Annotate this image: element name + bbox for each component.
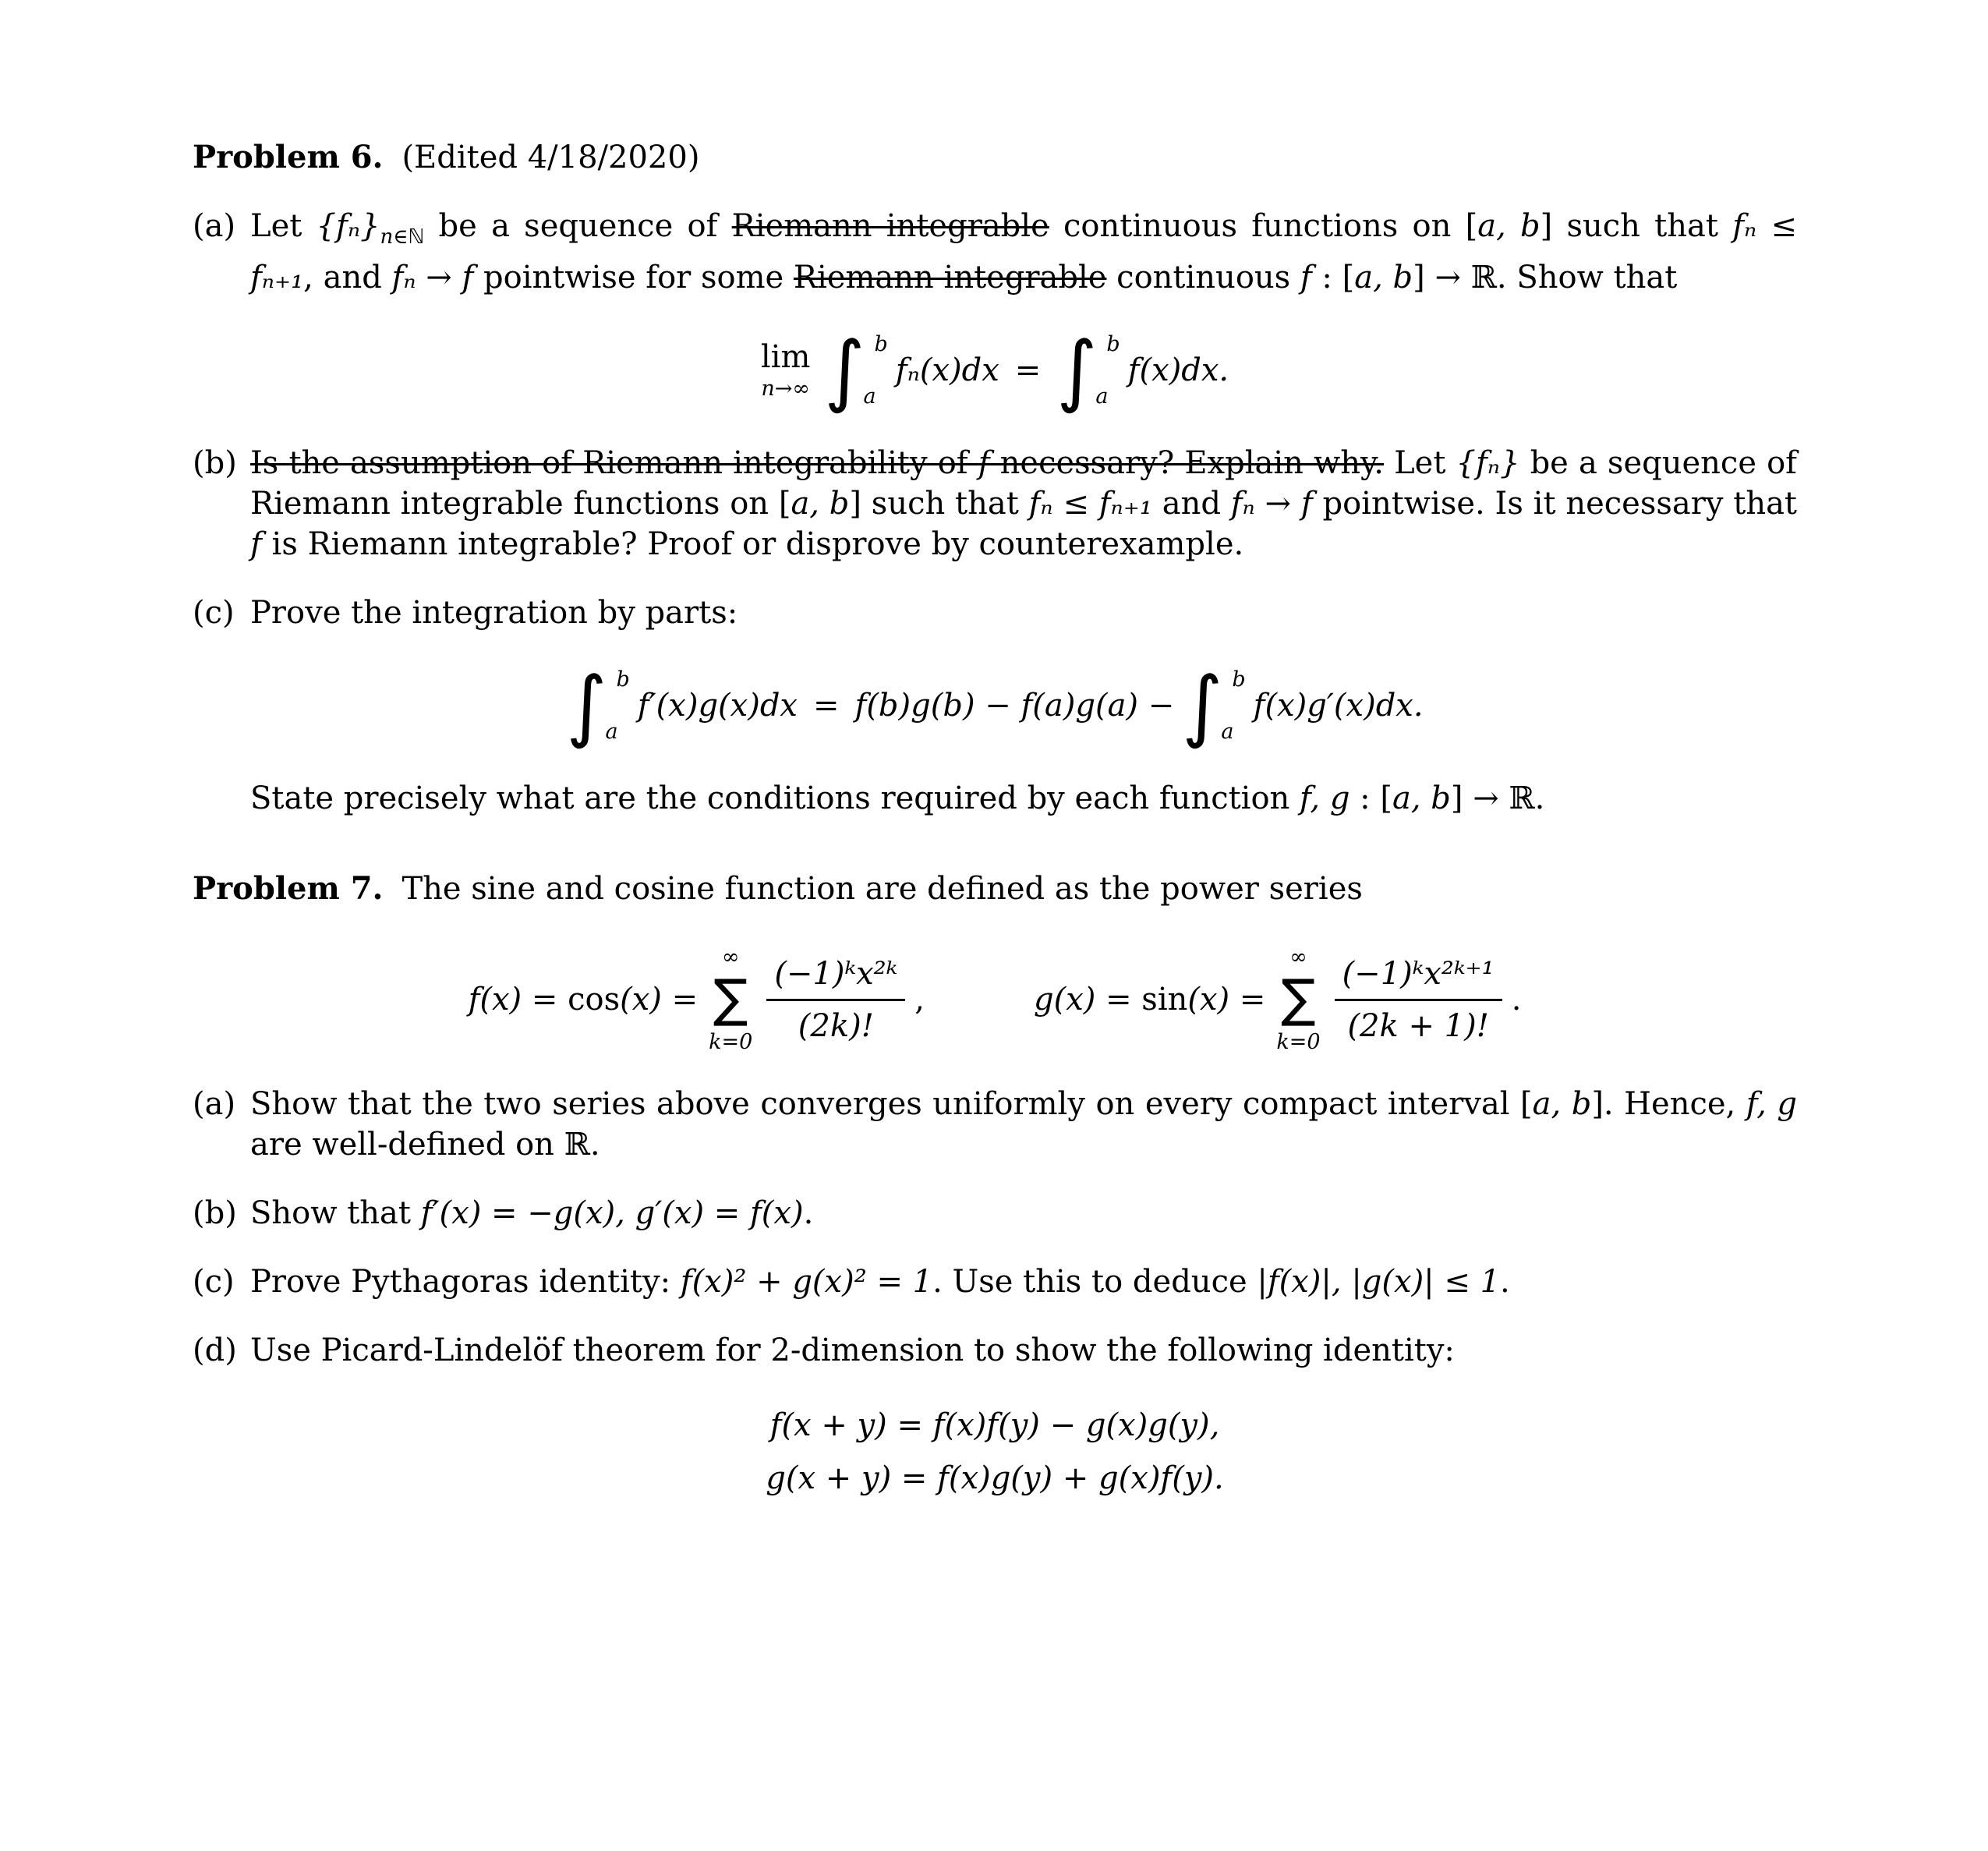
text-run: pointwise. Is it necessary that <box>1312 486 1798 522</box>
item-a-text <box>250 1084 1797 1165</box>
text-run: : [ <box>1350 780 1392 816</box>
cosine-series <box>469 947 925 1053</box>
integral <box>1182 660 1246 751</box>
item-c-label: (c) <box>193 1264 235 1300</box>
text-run: Prove Pythagoras identity: <box>250 1264 681 1300</box>
text-run: Prove the integration by parts: <box>250 595 738 631</box>
summation-upper-bound: ∞ <box>721 945 740 969</box>
text-run: ] such that <box>1540 208 1733 244</box>
document-page <box>193 0 1797 1499</box>
item-b-text <box>250 443 1797 565</box>
summation <box>709 947 752 1053</box>
math-run: f(x)² + g(x)² = 1 <box>680 1264 933 1300</box>
summation <box>1276 947 1320 1053</box>
math-run: {fₙ} <box>1456 445 1520 481</box>
text-run: are well-defined on ℝ. <box>250 1127 600 1163</box>
text-run: . Use this to deduce <box>932 1264 1258 1300</box>
equals-sign: = <box>813 688 840 724</box>
integral-sign: ∫ <box>566 660 607 751</box>
item-b-text <box>250 1193 1797 1233</box>
sine-lhs <box>1034 982 1265 1018</box>
item-c-text <box>250 593 1797 633</box>
text-run: = <box>661 982 699 1018</box>
integral <box>566 660 630 751</box>
text-run: Let <box>250 208 317 244</box>
text-run: = sin <box>1095 982 1188 1018</box>
text-run: ] → ℝ. Show that <box>1413 260 1678 296</box>
text-run: continuous <box>1106 260 1300 296</box>
equation-addition-identities <box>193 1405 1797 1499</box>
item-d-text <box>250 1330 1797 1371</box>
fraction-numerator: (−1)ᵏx²ᵏ⁺¹ <box>1335 955 1502 1001</box>
fraction <box>1335 955 1502 1045</box>
integral-upper-bound: b <box>874 332 888 356</box>
text-run: Use Picard-Lindelöf theorem for 2-dimension to show the following identity: <box>250 1333 1455 1368</box>
text-run: , and <box>303 260 392 296</box>
math-run: a, b <box>1354 260 1413 296</box>
math-run: (x) <box>1187 982 1230 1018</box>
problem-6-item-b <box>193 443 1797 565</box>
item-c-text <box>250 1262 1797 1302</box>
integral-lower-bound: a <box>605 720 618 744</box>
text-run: and <box>1151 486 1231 522</box>
integral-sign: ∫ <box>1056 324 1098 416</box>
summation-sign: ∑ <box>1281 968 1316 1028</box>
problem-7-item-d <box>193 1330 1797 1371</box>
math-run: f, g <box>1746 1086 1797 1122</box>
text-run: State precisely what are the conditions required by each function <box>250 780 1300 816</box>
problem-7-item-b <box>193 1193 1797 1233</box>
math-run: f′(x) = −g(x), g′(x) = f(x) <box>420 1195 804 1231</box>
integral <box>824 324 888 416</box>
integral-upper-bound: b <box>1106 332 1120 356</box>
text-run: ]. Hence, <box>1591 1086 1746 1122</box>
math-run: fₙ → f <box>1230 486 1313 522</box>
struck-text-run: Riemann integrable <box>731 208 1049 244</box>
math-run: f <box>1300 260 1312 296</box>
summation-upper-bound: ∞ <box>1289 945 1307 969</box>
identity-lines <box>766 1405 1224 1499</box>
equation-limit-integral <box>193 324 1797 416</box>
equation-power-series <box>193 947 1797 1053</box>
sine-series <box>1034 947 1521 1053</box>
text-run: = <box>1229 982 1266 1018</box>
text-run: ] such that <box>849 486 1029 522</box>
lim-text: lim <box>760 339 811 375</box>
limit-operator <box>760 339 811 401</box>
struck-text-run: Is the assumption of Riemann integrability of <box>250 445 978 481</box>
integral-lower-bound: a <box>1221 720 1234 744</box>
math-run: f′(x)g(x)dx <box>637 688 798 724</box>
problem-6-item-c-continuation <box>250 778 1797 819</box>
math-run: fₙ → f <box>391 260 474 296</box>
lim-subscript: n→∞ <box>761 377 810 401</box>
math-run: a, b <box>1477 208 1541 244</box>
item-a-label: (a) <box>193 208 236 244</box>
item-d-label: (d) <box>193 1333 237 1368</box>
text-run: . <box>803 1195 814 1231</box>
equals-sign: = <box>1014 352 1042 388</box>
math-subscript-run: n∈ℕ <box>380 225 425 249</box>
math-run: fₙ(x)dx <box>895 352 999 388</box>
problem-6-title: Problem 6. <box>193 139 384 175</box>
text-run: be a sequence of Riemann integrable functions on [ <box>250 445 1797 522</box>
summation-lower-bound: k=0 <box>1276 1030 1321 1054</box>
integral-sign: ∫ <box>824 324 865 416</box>
text-run: = cos <box>522 982 621 1018</box>
math-run: f(b)g(b) − f(a)g(a) − <box>854 688 1175 724</box>
text-run: be a sequence of <box>424 208 732 244</box>
fraction-denominator: (2k + 1)! <box>1347 1007 1489 1044</box>
item-c-label: (c) <box>193 595 235 631</box>
math-run: f(x)g′(x)dx. <box>1253 688 1424 724</box>
problem-6-item-c <box>193 593 1797 633</box>
text-run: ] → ℝ. <box>1450 780 1545 816</box>
fraction-denominator: (2k)! <box>798 1007 874 1044</box>
text-run: pointwise for some <box>473 260 794 296</box>
summation-lower-bound: k=0 <box>709 1030 753 1054</box>
math-run: {fₙ} <box>316 208 380 244</box>
problem-7-item-a <box>193 1084 1797 1165</box>
problem-7-title: Problem 7. <box>193 870 384 907</box>
integral-bounds <box>1222 667 1245 744</box>
math-run: fₙ ≤ fₙ₊₁ <box>1028 486 1152 522</box>
text-run: continuous functions on [ <box>1049 208 1478 244</box>
identity-line-1: f(x + y) = f(x)f(y) − g(x)g(y), <box>769 1407 1220 1443</box>
integral-upper-bound: b <box>616 667 630 692</box>
math-run: f, g <box>1300 780 1350 816</box>
problem-6-heading <box>193 137 1797 178</box>
text-run: . <box>1500 1264 1510 1300</box>
item-b-label: (b) <box>193 1195 237 1231</box>
cosine-lhs <box>469 982 699 1018</box>
struck-text-run: Riemann integrable <box>793 260 1107 296</box>
problem-7-heading <box>193 869 1797 909</box>
integral-sign: ∫ <box>1182 660 1223 751</box>
fraction-numerator: (−1)ᵏx²ᵏ <box>766 955 905 1001</box>
integral-lower-bound: a <box>1095 384 1109 409</box>
integral-lower-bound: a <box>863 384 876 409</box>
problem-7-intro: The sine and cosine function are defined as the power series <box>401 871 1363 907</box>
math-run: f(x) <box>468 982 522 1018</box>
problem-6-item-a <box>193 206 1797 298</box>
integral-bounds <box>865 332 888 409</box>
item-b-label: (b) <box>193 445 237 481</box>
math-run: (x) <box>620 982 662 1018</box>
punctuation-run: , <box>914 982 925 1018</box>
math-run: fₙ ≤ fₙ₊₁ <box>250 208 1797 296</box>
math-run: a, b <box>1392 780 1451 816</box>
text-run: Let <box>1384 445 1456 481</box>
summation-sign: ∑ <box>713 968 748 1028</box>
text-run: Show that <box>250 1195 421 1231</box>
integral-upper-bound: b <box>1232 667 1246 692</box>
math-run: f(x)dx. <box>1127 352 1229 388</box>
math-run: a, b <box>1532 1086 1592 1122</box>
struck-text-run: necessary? Explain why. <box>989 445 1384 481</box>
item-a-text <box>250 206 1797 298</box>
integral-bounds <box>1097 332 1120 409</box>
text-run: Show that the two series above converges uniformly on every compact interval [ <box>250 1086 1533 1122</box>
problem-7-item-c <box>193 1262 1797 1302</box>
identity-line-2: g(x + y) = f(x)g(y) + g(x)f(y). <box>766 1460 1224 1496</box>
integral-bounds <box>607 667 630 744</box>
math-run: |f(x)|, |g(x)| ≤ 1 <box>1257 1264 1501 1300</box>
integral <box>1056 324 1120 416</box>
math-run: f <box>250 526 262 562</box>
text-run: is Riemann integrable? Proof or disprove by counterexample. <box>261 526 1244 562</box>
fraction <box>766 955 905 1045</box>
text-run: : [ <box>1311 260 1355 296</box>
item-a-label: (a) <box>193 1086 236 1122</box>
punctuation-run: . <box>1511 982 1522 1018</box>
problem-6-edited-note: (Edited 4/18/2020) <box>401 140 700 175</box>
struck-math-run: f <box>978 445 990 481</box>
equation-integration-by-parts <box>193 660 1797 751</box>
math-run: g(x) <box>1033 982 1096 1018</box>
math-run: a, b <box>791 486 850 522</box>
